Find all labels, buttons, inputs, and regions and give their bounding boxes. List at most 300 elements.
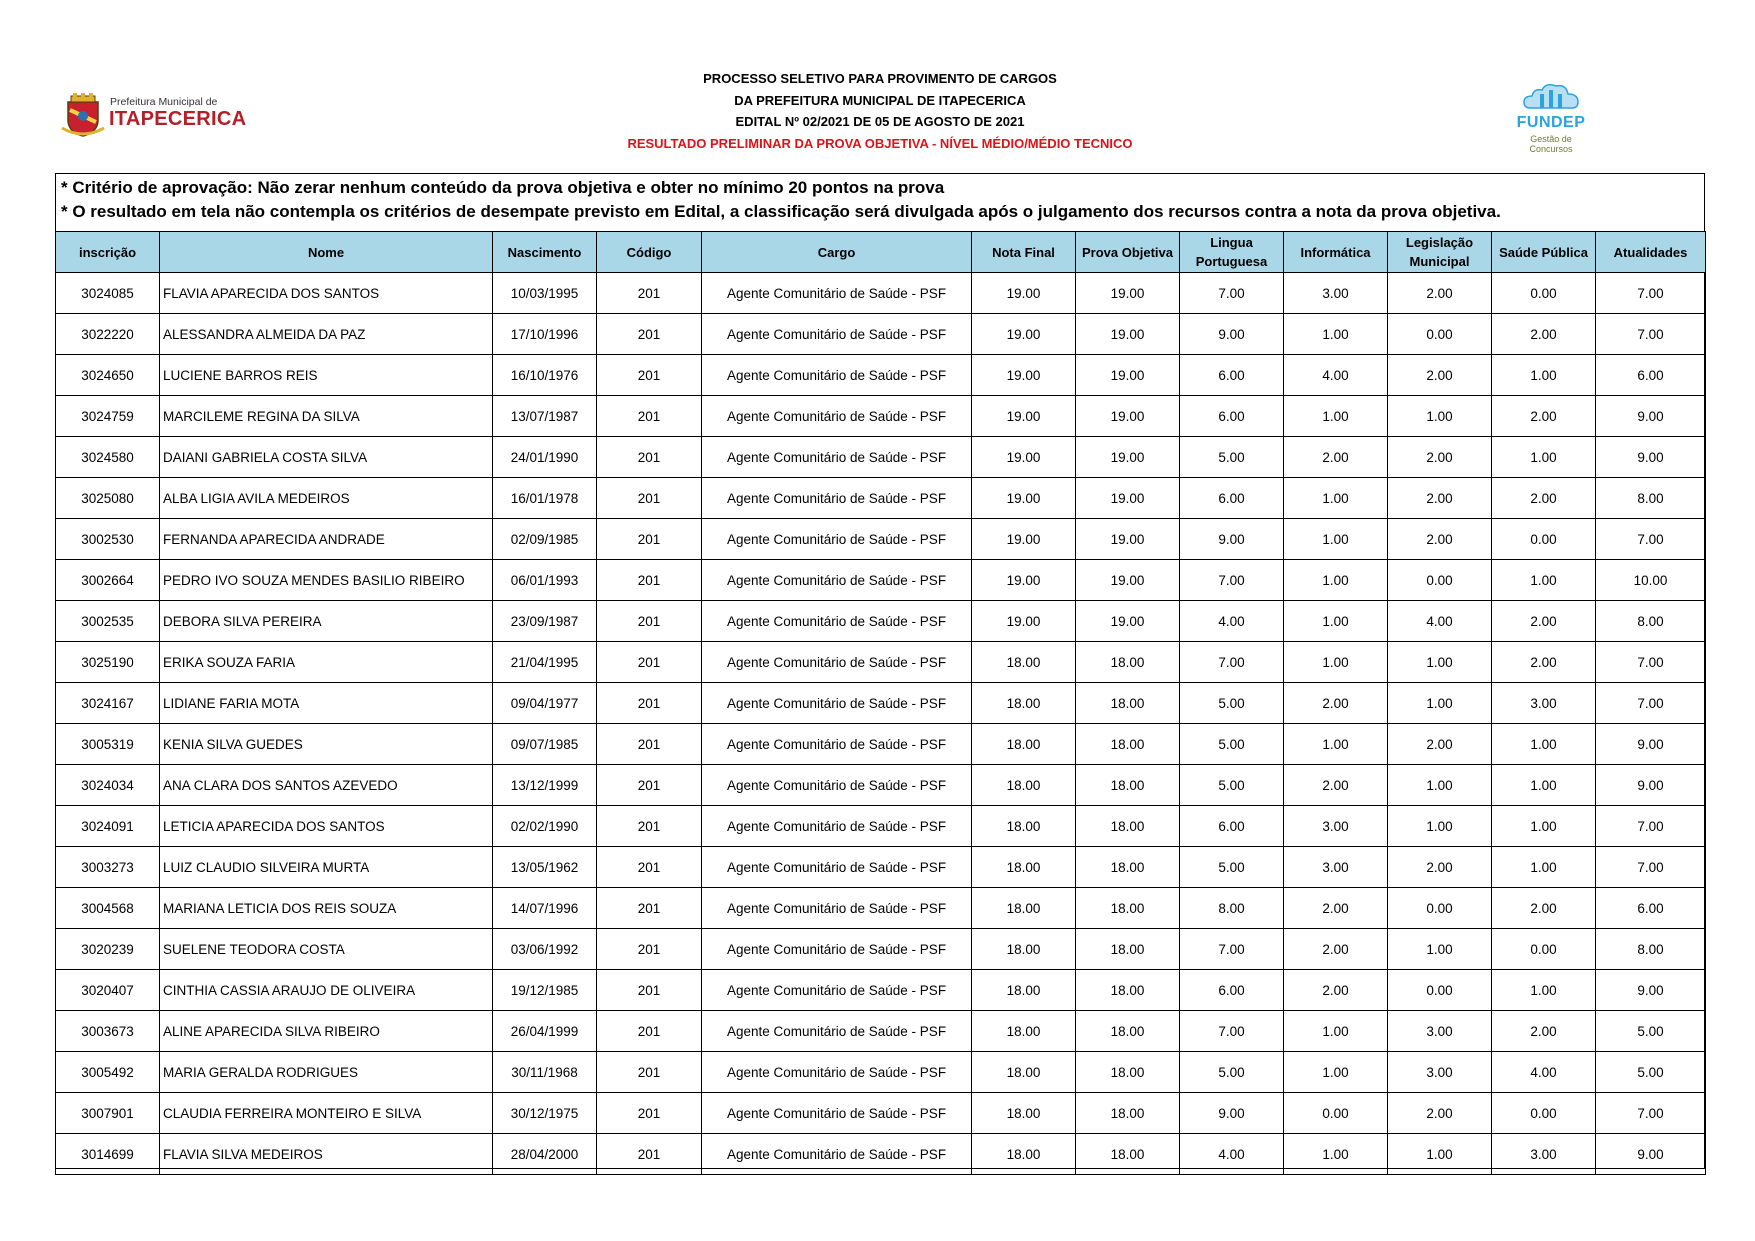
cell-saude-publica: 2.00 [1492,601,1596,642]
cell-informatica: 1.00 [1284,724,1388,765]
cell-nascimento: 13/05/1962 [493,847,597,888]
cell-nascimento: 30/12/1975 [493,1093,597,1134]
cell-codigo: 201 [597,314,702,355]
cell-informatica: 3.00 [1284,273,1388,314]
title-line-3: EDITAL Nº 02/2021 DE 05 DE AGOSTO DE 2021 [735,114,1025,129]
cell-inscricao: 3020239 [56,929,160,970]
cell-cargo: Agente Comunitário de Saúde - PSF [702,888,972,929]
cell-informatica: 1.00 [1284,560,1388,601]
column-header-cargo: Cargo [702,232,972,273]
cell-atualidades: 6.00 [1596,888,1706,929]
cell-nascimento: 26/04/1999 [493,1011,597,1052]
cell-nascimento: 06/01/1993 [493,560,597,601]
table-row [56,888,1706,929]
cell-codigo: 201 [597,806,702,847]
cell-atualidades: 7.00 [1596,314,1706,355]
cell-codigo: 201 [597,601,702,642]
cell-legislacao-municipal: 2.00 [1388,724,1492,765]
cell-atualidades: 8.00 [1596,601,1706,642]
cell-legislacao-municipal: 0.00 [1388,888,1492,929]
cell-inscricao: 3025080 [56,478,160,519]
cell-atualidades: 7.00 [1596,642,1706,683]
cell-saude-publica: 2.00 [1492,396,1596,437]
cell-informatica: 1.00 [1284,314,1388,355]
cell-nascimento: 17/10/1996 [493,314,597,355]
cell-saude-publica: 0.00 [1492,273,1596,314]
cell-nascimento: 13/07/1987 [493,396,597,437]
cell-legislacao-municipal: 2.00 [1388,847,1492,888]
cell-cargo: Agente Comunitário de Saúde - PSF [702,765,972,806]
cell-saude-publica: 1.00 [1492,806,1596,847]
cell-saude-publica: 1.00 [1492,560,1596,601]
cell-nome: KENIA SILVA GUEDES [160,724,493,765]
cell-nome: DAIANI GABRIELA COSTA SILVA [160,437,493,478]
cell-informatica: 1.00 [1284,1011,1388,1052]
cell-prova-objetiva: 18.00 [1076,806,1180,847]
cell-nota-final: 18.00 [972,929,1076,970]
cell-lingua-portuguesa: 7.00 [1180,560,1284,601]
results-frame [55,173,1705,1169]
cell-codigo: 201 [597,519,702,560]
cell-nome: FLAVIA APARECIDA DOS SANTOS [160,273,493,314]
cell-lingua-portuguesa: 5.00 [1180,1052,1284,1093]
logo-small-text: Prefeitura Municipal de [110,96,218,108]
cell-nascimento: 09/07/1985 [493,724,597,765]
cell-cargo: Agente Comunitário de Saúde - PSF [702,1011,972,1052]
cell-cargo: Agente Comunitário de Saúde - PSF [702,560,972,601]
cell-legislacao-municipal: 1.00 [1388,806,1492,847]
column-header-prova-objetiva: Prova Objetiva [1076,232,1180,273]
cell-nota-final: 18.00 [972,1134,1076,1175]
cell-nota-final: 19.00 [972,355,1076,396]
cell-nota-final: 18.00 [972,642,1076,683]
cell-prova-objetiva: 19.00 [1076,314,1180,355]
logo-big-text: ITAPECERICA [109,108,247,130]
cell-lingua-portuguesa: 5.00 [1180,765,1284,806]
cell-nota-final: 19.00 [972,396,1076,437]
cell-atualidades: 9.00 [1596,765,1706,806]
notes-block [56,174,1704,232]
cell-legislacao-municipal: 0.00 [1388,970,1492,1011]
cell-lingua-portuguesa: 7.00 [1180,642,1284,683]
cell-saude-publica: 1.00 [1492,355,1596,396]
cell-inscricao: 3024650 [56,355,160,396]
cell-nascimento: 13/12/1999 [493,765,597,806]
cell-legislacao-municipal: 2.00 [1388,478,1492,519]
cell-legislacao-municipal: 1.00 [1388,396,1492,437]
cell-lingua-portuguesa: 7.00 [1180,929,1284,970]
table-row [56,1052,1706,1093]
table-body [56,273,1706,1175]
cell-codigo: 201 [597,642,702,683]
cell-codigo: 201 [597,929,702,970]
column-header-codigo: Código [597,232,702,273]
cell-nascimento: 14/07/1996 [493,888,597,929]
cell-codigo: 201 [597,355,702,396]
table-row [56,847,1706,888]
cell-atualidades: 9.00 [1596,1134,1706,1175]
cell-nome: DEBORA SILVA PEREIRA [160,601,493,642]
cell-nome: ALBA LIGIA AVILA MEDEIROS [160,478,493,519]
cell-saude-publica: 3.00 [1492,1134,1596,1175]
cell-prova-objetiva: 19.00 [1076,560,1180,601]
cell-atualidades: 9.00 [1596,724,1706,765]
table-row [56,478,1706,519]
cell-cargo: Agente Comunitário de Saúde - PSF [702,273,972,314]
cell-legislacao-municipal: 2.00 [1388,273,1492,314]
cell-cargo: Agente Comunitário de Saúde - PSF [702,601,972,642]
cell-inscricao: 3024034 [56,765,160,806]
cell-nota-final: 19.00 [972,560,1076,601]
prefeitura-logo [58,86,268,138]
cell-prova-objetiva: 18.00 [1076,1052,1180,1093]
cell-atualidades: 7.00 [1596,847,1706,888]
cell-nascimento: 21/04/1995 [493,642,597,683]
fundep-cloud-icon [1510,78,1592,114]
cell-nome: FERNANDA APARECIDA ANDRADE [160,519,493,560]
table-header-row [56,232,1706,273]
table-row [56,437,1706,478]
cell-codigo: 201 [597,437,702,478]
cell-cargo: Agente Comunitário de Saúde - PSF [702,724,972,765]
table-row [56,560,1706,601]
table-row [56,396,1706,437]
cell-nome: LUIZ CLAUDIO SILVEIRA MURTA [160,847,493,888]
cell-saude-publica: 2.00 [1492,478,1596,519]
cell-nascimento: 16/10/1976 [493,355,597,396]
cell-codigo: 201 [597,970,702,1011]
table-row [56,970,1706,1011]
column-header-atualidades: Atualidades [1596,232,1706,273]
table-row [56,601,1706,642]
cell-legislacao-municipal: 1.00 [1388,765,1492,806]
cell-prova-objetiva: 18.00 [1076,929,1180,970]
cell-nome: CLAUDIA FERREIRA MONTEIRO E SILVA [160,1093,493,1134]
cell-cargo: Agente Comunitário de Saúde - PSF [702,355,972,396]
cell-saude-publica: 0.00 [1492,1093,1596,1134]
table-row [56,519,1706,560]
table-row [56,724,1706,765]
tiebreak-note: * O resultado em tela não contempla os critérios de desempate previsto em Edital, a classificação será divulgada após o julgamento dos recursos contra a nota da prova objetiva. [61,202,1501,221]
cell-nota-final: 18.00 [972,1011,1076,1052]
cell-informatica: 2.00 [1284,437,1388,478]
table-row [56,1011,1706,1052]
cell-informatica: 2.00 [1284,765,1388,806]
cell-nota-final: 19.00 [972,437,1076,478]
cell-prova-objetiva: 18.00 [1076,1011,1180,1052]
cell-lingua-portuguesa: 7.00 [1180,273,1284,314]
cell-inscricao: 3024580 [56,437,160,478]
cell-prova-objetiva: 19.00 [1076,437,1180,478]
table-row [56,1093,1706,1134]
column-header-lingua-portuguesa: Lingua Portuguesa [1180,232,1284,273]
cell-codigo: 201 [597,396,702,437]
cell-nascimento: 30/11/1968 [493,1052,597,1093]
approval-criteria-note: * Critério de aprovação: Não zerar nenhum conteúdo da prova objetiva e obter no mínimo 20 pontos na prova [61,178,945,197]
cell-inscricao: 3002664 [56,560,160,601]
cell-legislacao-municipal: 4.00 [1388,601,1492,642]
cell-saude-publica: 2.00 [1492,314,1596,355]
cell-cargo: Agente Comunitário de Saúde - PSF [702,1093,972,1134]
column-header-saude-publica: Saúde Pública [1492,232,1596,273]
cell-legislacao-municipal: 3.00 [1388,1052,1492,1093]
cell-informatica: 2.00 [1284,888,1388,929]
cell-informatica: 1.00 [1284,601,1388,642]
cell-prova-objetiva: 19.00 [1076,478,1180,519]
cell-prova-objetiva: 18.00 [1076,1134,1180,1175]
cell-informatica: 2.00 [1284,683,1388,724]
cell-nome: ERIKA SOUZA FARIA [160,642,493,683]
cell-inscricao: 3005492 [56,1052,160,1093]
cell-inscricao: 3007901 [56,1093,160,1134]
cell-atualidades: 6.00 [1596,355,1706,396]
cell-lingua-portuguesa: 6.00 [1180,396,1284,437]
cell-saude-publica: 3.00 [1492,683,1596,724]
table-row [56,765,1706,806]
table-row [56,355,1706,396]
title-block [560,68,1200,154]
cell-atualidades: 9.00 [1596,437,1706,478]
cell-nome: MARCILEME REGINA DA SILVA [160,396,493,437]
cell-lingua-portuguesa: 6.00 [1180,478,1284,519]
cell-nome: LUCIENE BARROS REIS [160,355,493,396]
cell-nota-final: 19.00 [972,273,1076,314]
cell-nome: SUELENE TEODORA COSTA [160,929,493,970]
cell-nascimento: 24/01/1990 [493,437,597,478]
cell-legislacao-municipal: 3.00 [1388,1011,1492,1052]
cell-saude-publica: 2.00 [1492,642,1596,683]
cell-codigo: 201 [597,1134,702,1175]
results-table [55,231,1706,1175]
cell-prova-objetiva: 19.00 [1076,396,1180,437]
cell-inscricao: 3002530 [56,519,160,560]
table-row [56,314,1706,355]
cell-codigo: 201 [597,683,702,724]
cell-nota-final: 18.00 [972,806,1076,847]
cell-saude-publica: 0.00 [1492,929,1596,970]
cell-legislacao-municipal: 1.00 [1388,683,1492,724]
cell-prova-objetiva: 19.00 [1076,355,1180,396]
cell-inscricao: 3003273 [56,847,160,888]
cell-inscricao: 3024091 [56,806,160,847]
cell-nota-final: 18.00 [972,847,1076,888]
table-row [56,806,1706,847]
cell-nota-final: 18.00 [972,970,1076,1011]
cell-legislacao-municipal: 0.00 [1388,314,1492,355]
cell-prova-objetiva: 18.00 [1076,847,1180,888]
fundep-logo [1510,78,1592,154]
cell-atualidades: 9.00 [1596,970,1706,1011]
cell-nota-final: 19.00 [972,314,1076,355]
cell-informatica: 2.00 [1284,929,1388,970]
cell-cargo: Agente Comunitário de Saúde - PSF [702,519,972,560]
cell-nome: FLAVIA SILVA MEDEIROS [160,1134,493,1175]
cell-nascimento: 16/01/1978 [493,478,597,519]
cell-lingua-portuguesa: 6.00 [1180,806,1284,847]
cell-prova-objetiva: 18.00 [1076,1093,1180,1134]
cell-nascimento: 10/03/1995 [493,273,597,314]
cell-nome: ANA CLARA DOS SANTOS AZEVEDO [160,765,493,806]
column-header-inscricao: inscrição [56,232,160,273]
cell-informatica: 1.00 [1284,396,1388,437]
cell-saude-publica: 4.00 [1492,1052,1596,1093]
cell-lingua-portuguesa: 9.00 [1180,314,1284,355]
cell-informatica: 0.00 [1284,1093,1388,1134]
cell-inscricao: 3024759 [56,396,160,437]
cell-cargo: Agente Comunitário de Saúde - PSF [702,642,972,683]
cell-cargo: Agente Comunitário de Saúde - PSF [702,396,972,437]
cell-saude-publica: 2.00 [1492,888,1596,929]
cell-nota-final: 18.00 [972,1052,1076,1093]
cell-prova-objetiva: 19.00 [1076,519,1180,560]
table-row [56,273,1706,314]
cell-informatica: 1.00 [1284,642,1388,683]
cell-atualidades: 5.00 [1596,1011,1706,1052]
cell-informatica: 1.00 [1284,519,1388,560]
cell-atualidades: 7.00 [1596,683,1706,724]
cell-nascimento: 19/12/1985 [493,970,597,1011]
cell-atualidades: 7.00 [1596,519,1706,560]
cell-legislacao-municipal: 2.00 [1388,437,1492,478]
cell-legislacao-municipal: 2.00 [1388,1093,1492,1134]
column-header-nota-final: Nota Final [972,232,1076,273]
cell-legislacao-municipal: 2.00 [1388,519,1492,560]
cell-codigo: 201 [597,560,702,601]
cell-informatica: 3.00 [1284,806,1388,847]
cell-informatica: 1.00 [1284,478,1388,519]
cell-atualidades: 7.00 [1596,1093,1706,1134]
cell-nome: LETICIA APARECIDA DOS SANTOS [160,806,493,847]
cell-lingua-portuguesa: 4.00 [1180,1134,1284,1175]
title-line-1: PROCESSO SELETIVO PARA PROVIMENTO DE CARGOS [703,71,1057,86]
cell-nota-final: 18.00 [972,683,1076,724]
cell-inscricao: 3005319 [56,724,160,765]
cell-cargo: Agente Comunitário de Saúde - PSF [702,847,972,888]
cell-lingua-portuguesa: 7.00 [1180,1011,1284,1052]
cell-inscricao: 3004568 [56,888,160,929]
cell-saude-publica: 1.00 [1492,724,1596,765]
cell-legislacao-municipal: 2.00 [1388,355,1492,396]
cell-atualidades: 7.00 [1596,806,1706,847]
cell-lingua-portuguesa: 5.00 [1180,683,1284,724]
table-row [56,1134,1706,1175]
cell-informatica: 1.00 [1284,1052,1388,1093]
cell-codigo: 201 [597,1093,702,1134]
cell-legislacao-municipal: 1.00 [1388,642,1492,683]
cell-nota-final: 19.00 [972,519,1076,560]
cell-atualidades: 9.00 [1596,396,1706,437]
cell-prova-objetiva: 18.00 [1076,765,1180,806]
cell-nota-final: 18.00 [972,1093,1076,1134]
cell-inscricao: 3014699 [56,1134,160,1175]
cell-prova-objetiva: 19.00 [1076,601,1180,642]
cell-saude-publica: 0.00 [1492,519,1596,560]
cell-codigo: 201 [597,273,702,314]
cell-nota-final: 19.00 [972,601,1076,642]
cell-lingua-portuguesa: 9.00 [1180,1093,1284,1134]
cell-cargo: Agente Comunitário de Saúde - PSF [702,970,972,1011]
cell-lingua-portuguesa: 5.00 [1180,724,1284,765]
cell-prova-objetiva: 18.00 [1076,683,1180,724]
cell-atualidades: 5.00 [1596,1052,1706,1093]
crest-icon [60,92,106,138]
cell-informatica: 4.00 [1284,355,1388,396]
cell-lingua-portuguesa: 8.00 [1180,888,1284,929]
cell-nascimento: 09/04/1977 [493,683,597,724]
cell-codigo: 201 [597,1011,702,1052]
cell-nascimento: 02/09/1985 [493,519,597,560]
cell-legislacao-municipal: 1.00 [1388,1134,1492,1175]
cell-nota-final: 19.00 [972,478,1076,519]
cell-nascimento: 03/06/1992 [493,929,597,970]
cell-cargo: Agente Comunitário de Saúde - PSF [702,314,972,355]
cell-lingua-portuguesa: 5.00 [1180,847,1284,888]
cell-lingua-portuguesa: 9.00 [1180,519,1284,560]
column-header-informatica: Informática [1284,232,1388,273]
cell-codigo: 201 [597,478,702,519]
cell-nascimento: 23/09/1987 [493,601,597,642]
cell-cargo: Agente Comunitário de Saúde - PSF [702,806,972,847]
cell-nascimento: 28/04/2000 [493,1134,597,1175]
cell-saude-publica: 1.00 [1492,437,1596,478]
cell-inscricao: 3002535 [56,601,160,642]
cell-cargo: Agente Comunitário de Saúde - PSF [702,929,972,970]
table-row [56,642,1706,683]
cell-inscricao: 3024085 [56,273,160,314]
cell-codigo: 201 [597,1052,702,1093]
table-row [56,683,1706,724]
cell-informatica: 1.00 [1284,1134,1388,1175]
column-header-legislacao-municipal: Legislação Municipal [1388,232,1492,273]
cell-nome: ALINE APARECIDA SILVA RIBEIRO [160,1011,493,1052]
cell-prova-objetiva: 18.00 [1076,642,1180,683]
result-subtitle: RESULTADO PRELIMINAR DA PROVA OBJETIVA - NÍVEL MÉDIO/MÉDIO TECNICO [627,135,1133,151]
cell-atualidades: 7.00 [1596,273,1706,314]
cell-nota-final: 18.00 [972,765,1076,806]
cell-cargo: Agente Comunitário de Saúde - PSF [702,437,972,478]
table-row [56,929,1706,970]
cell-atualidades: 8.00 [1596,929,1706,970]
cell-lingua-portuguesa: 5.00 [1180,437,1284,478]
cell-cargo: Agente Comunitário de Saúde - PSF [702,683,972,724]
cell-nota-final: 18.00 [972,888,1076,929]
title-line-2: DA PREFEITURA MUNICIPAL DE ITAPECERICA [734,92,1026,108]
cell-nome: MARIA GERALDA RODRIGUES [160,1052,493,1093]
fundep-name: FUNDEP [1516,114,1586,131]
cell-codigo: 201 [597,847,702,888]
cell-cargo: Agente Comunitário de Saúde - PSF [702,1134,972,1175]
column-header-nascimento: Nascimento [493,232,597,273]
cell-cargo: Agente Comunitário de Saúde - PSF [702,478,972,519]
cell-inscricao: 3025190 [56,642,160,683]
cell-cargo: Agente Comunitário de Saúde - PSF [702,1052,972,1093]
cell-codigo: 201 [597,888,702,929]
cell-inscricao: 3020407 [56,970,160,1011]
cell-nome: PEDRO IVO SOUZA MENDES BASILIO RIBEIRO [160,560,493,601]
cell-inscricao: 3024167 [56,683,160,724]
cell-legislacao-municipal: 1.00 [1388,929,1492,970]
cell-nota-final: 18.00 [972,724,1076,765]
cell-informatica: 2.00 [1284,970,1388,1011]
cell-saude-publica: 1.00 [1492,847,1596,888]
cell-inscricao: 3003673 [56,1011,160,1052]
cell-atualidades: 10.00 [1596,560,1706,601]
cell-nascimento: 02/02/1990 [493,806,597,847]
cell-atualidades: 8.00 [1596,478,1706,519]
cell-inscricao: 3022220 [56,314,160,355]
document-header [0,68,1755,158]
cell-nome: ALESSANDRA ALMEIDA DA PAZ [160,314,493,355]
